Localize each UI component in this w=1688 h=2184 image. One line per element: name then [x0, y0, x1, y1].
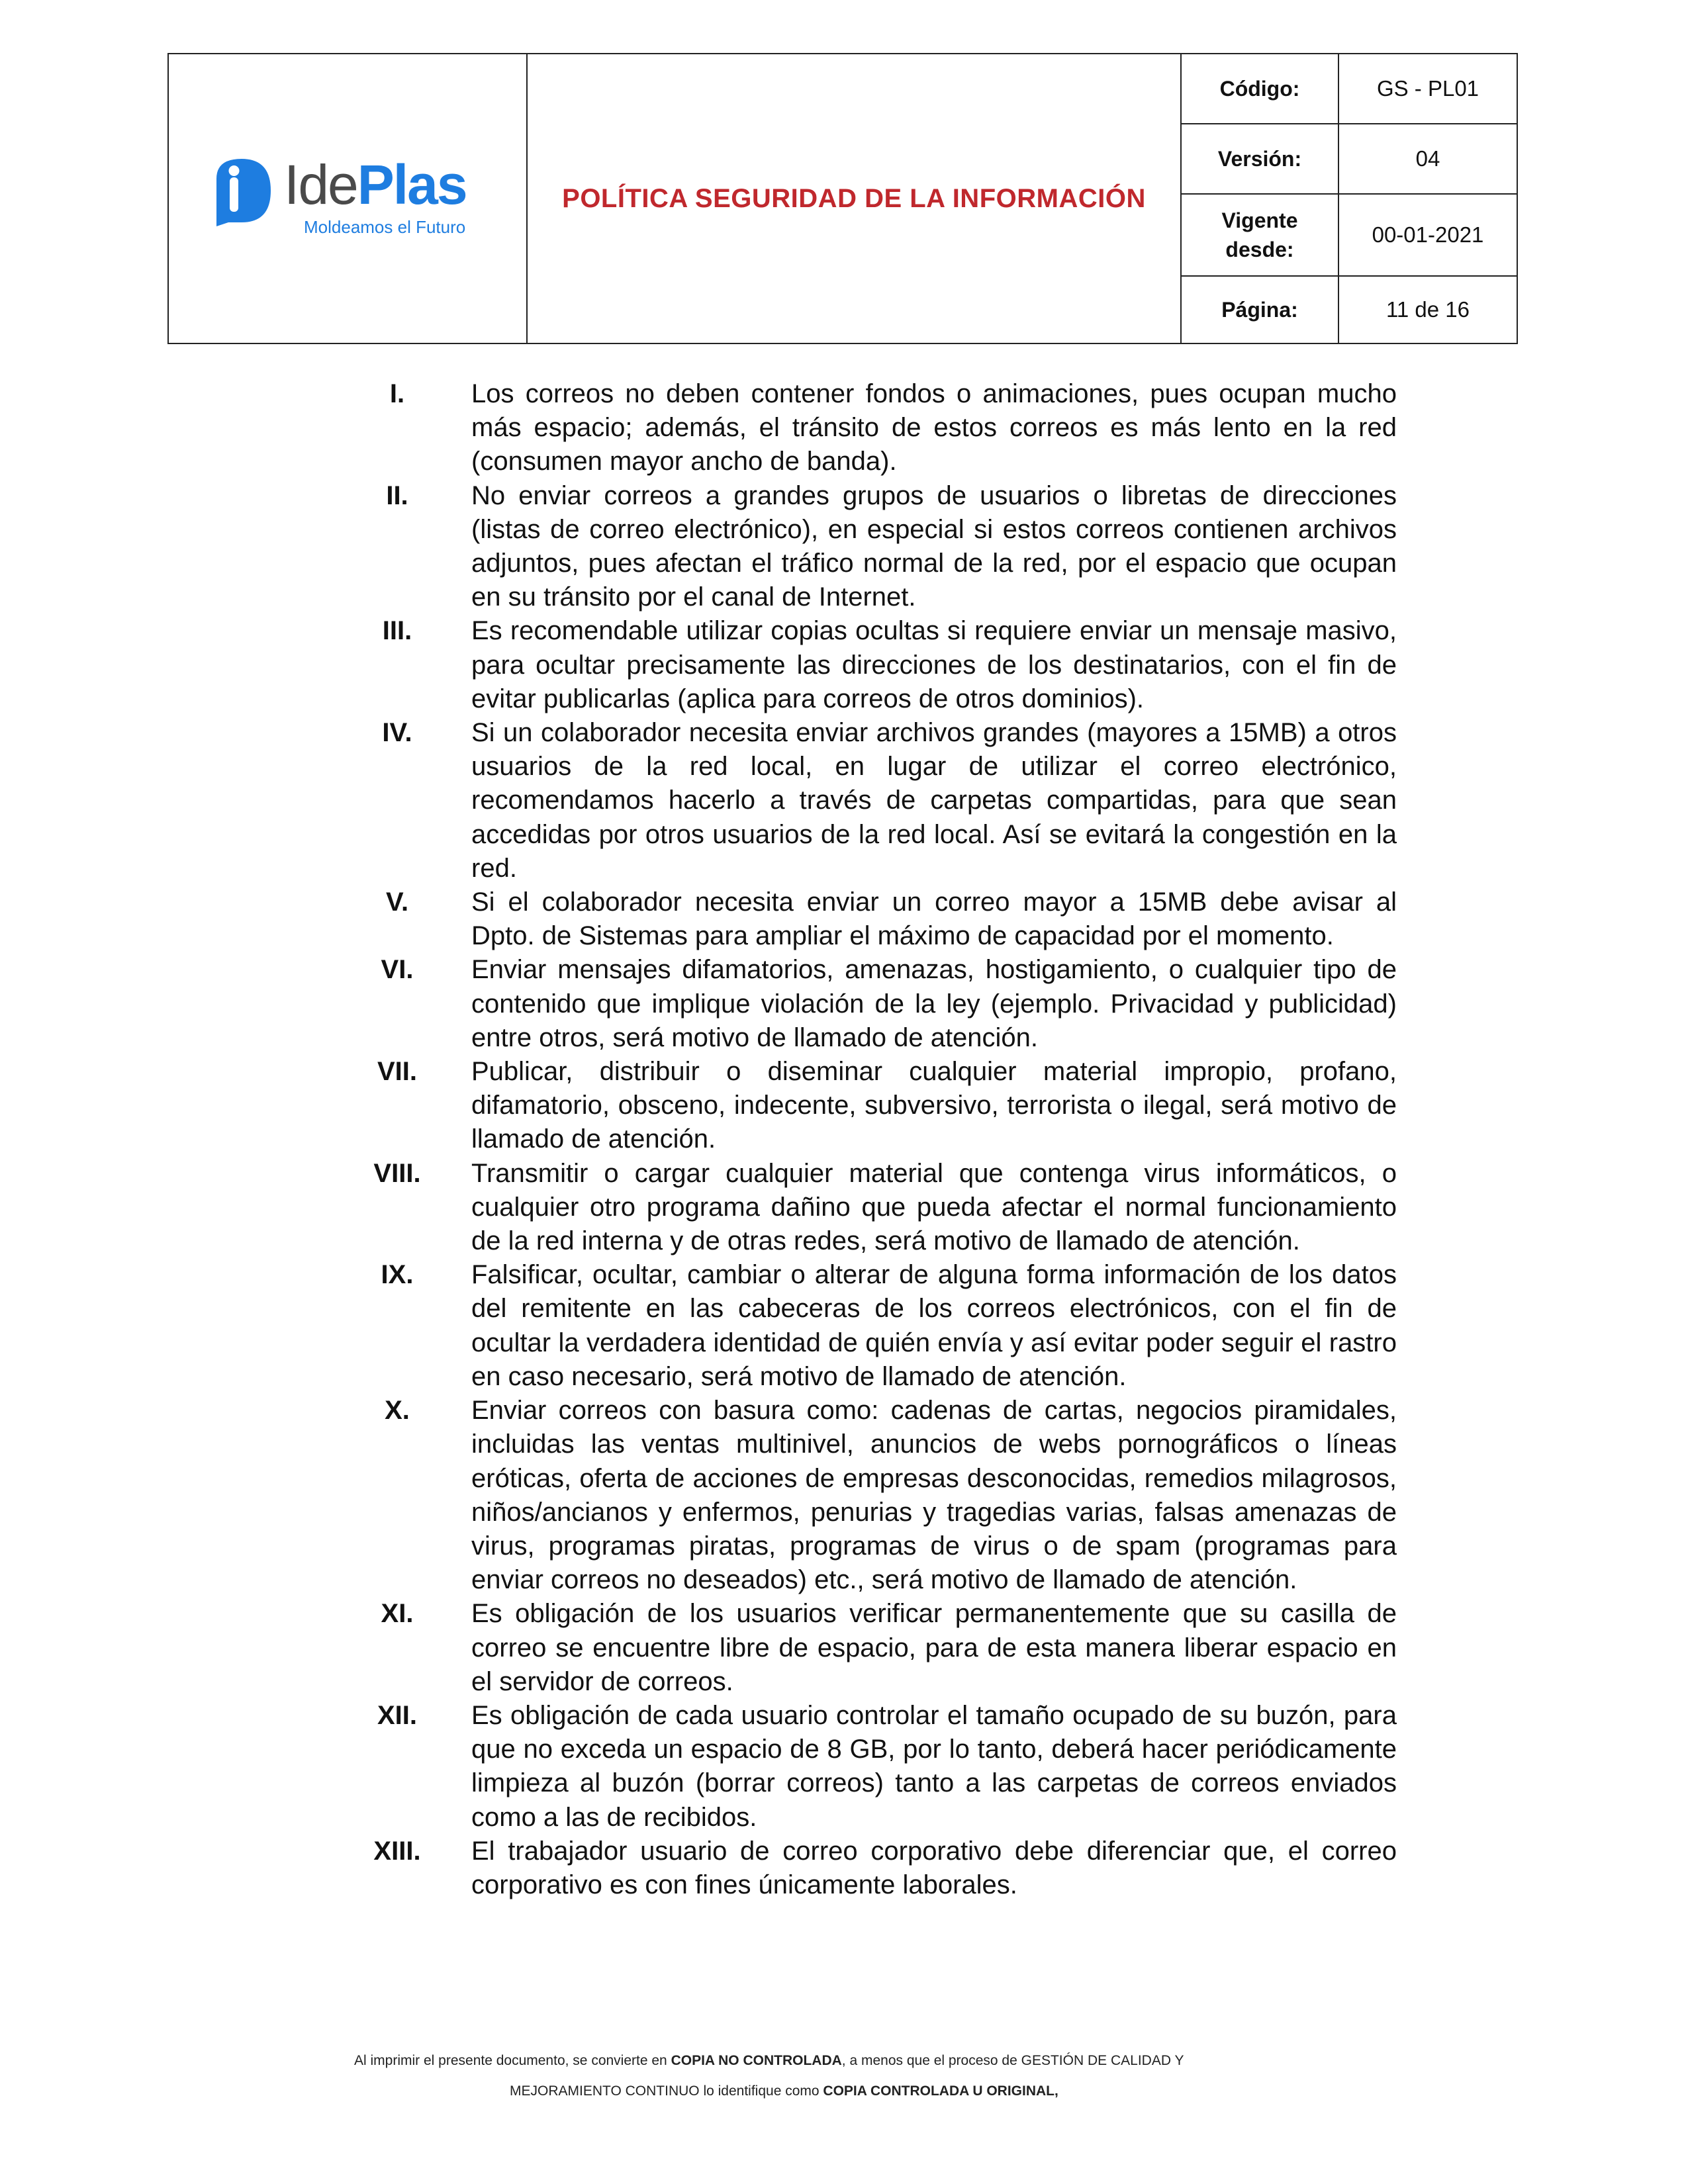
item-text: Los correos no deben contener fondos o animaciones, pues ocupan mucho más espacio; además, el tránsito de estos correos es más lento en la red (consumen mayor ancho de banda).	[471, 379, 1397, 477]
item-number: XII.	[377, 1700, 418, 1730]
footer-line-2: MEJORAMIENTO CONTINUO lo identifique como COPIA CONTROLADA U ORIGINAL,	[510, 2083, 1058, 2099]
item-text: Enviar correos con basura como: cadenas de cartas, negocios piramidales, incluidas las ventas multinivel, anuncios de webs pornográficos o líneas eróticas, oferta de acciones de empresas desconocidas, remedios milagrosos, niños/ancianos y enfermos, penurias y tragedias varias, falsas amenazas de virus, programas piratas, programas de virus o de spam (programas para enviar correos no deseados) etc., será motivo de llamado de atención.	[471, 1396, 1397, 1595]
vigente-label: Vigente desde:	[1182, 195, 1339, 275]
item-number: II.	[386, 480, 408, 510]
document-title: POLÍTICA SEGURIDAD DE LA INFORMACIÓN	[562, 183, 1146, 213]
item-text: Es obligación de los usuarios verificar permanentemente que su casilla de correo se encuentre libre de espacio, para de esta manera liberar espacio en el servidor de correos.	[471, 1599, 1397, 1696]
logo-wordmark: IdePlas	[284, 154, 467, 216]
item-number: III.	[382, 616, 412, 646]
version-row	[1182, 124, 1517, 195]
logo-tagline: Moldeamos el Futuro	[304, 217, 466, 237]
codigo-row	[1182, 54, 1517, 124]
location-pin-icon	[202, 154, 281, 233]
item-number: V.	[385, 887, 409, 917]
item-number: X.	[385, 1396, 410, 1426]
list-item	[357, 1597, 1397, 1699]
item-number: XI.	[381, 1599, 414, 1629]
document-metadata	[1182, 54, 1517, 343]
item-text: Es obligación de cada usuario controlar el tamaño ocupado de su buzón, para que no exceda un espacio de 8 GB, por lo tanto, deberá hacer periódicamente limpieza al buzón (borrar correos) tanto a las carpetas de correos enviados como a las de recibidos.	[471, 1700, 1397, 1832]
vigente-row	[1182, 195, 1517, 277]
item-text: Enviar mensajes difamatorios, amenazas, hostigamiento, o cualquier tipo de contenido que implique violación de la ley (ejemplo. Privacidad y publicidad) entre otros, será motivo de llamado de atención.	[471, 955, 1397, 1052]
item-number: VIII.	[373, 1158, 421, 1188]
policy-list	[357, 377, 1397, 1902]
item-number: VII.	[377, 1057, 418, 1087]
item-text: Publicar, distribuir o diseminar cualquier material impropio, profano, difamatorio, obsceno, indecente, subversivo, terrorista o ilegal, será motivo de llamado de atención.	[471, 1057, 1397, 1154]
list-item	[357, 886, 1397, 953]
logo-cell	[169, 54, 528, 343]
list-item	[357, 1157, 1397, 1259]
item-text: Es recomendable utilizar copias ocultas si requiere enviar un mensaje masivo, para ocultar precisamente las direcciones de los destinatarios, con el fin de evitar publicarlas (aplica para correos de otros dominios).	[471, 616, 1397, 713]
list-item	[357, 1258, 1397, 1394]
version-value: 04	[1415, 146, 1440, 171]
list-item	[357, 953, 1397, 1055]
item-number: I.	[389, 379, 405, 408]
codigo-label: Código:	[1182, 54, 1339, 123]
item-text: Si un colaborador necesita enviar archivos grandes (mayores a 15MB) a otros usuarios de la red local, en lugar de utilizar el correo electrónico, recomendamos hacerlo a través de carpetas compartidas, para que sean accedidas por otros usuarios de la red local. Así se evitará la congestión en la red.	[471, 718, 1397, 883]
item-number: VI.	[381, 955, 414, 985]
list-item	[357, 1055, 1397, 1157]
pagina-row	[1182, 277, 1517, 343]
list-item	[357, 1394, 1397, 1597]
company-logo	[202, 154, 493, 246]
item-text: Falsificar, ocultar, cambiar o alterar de alguna forma información de los datos del remitente en las cabeceras de los correos electrónicos, con el fin de ocultar la verdadera identidad de quién envía y así evitar poder seguir el rastro en caso necesario, será motivo de llamado de atención.	[471, 1260, 1397, 1391]
list-item	[357, 1699, 1397, 1835]
list-item	[357, 716, 1397, 886]
list-item	[357, 377, 1397, 479]
item-text: Transmitir o cargar cualquier material que contenga virus informáticos, o cualquier otro programa dañino que pueda afectar el normal funcionamiento de la red interna y de otras redes, será motivo de llamado de atención.	[471, 1158, 1397, 1256]
item-text: No enviar correos a grandes grupos de usuarios o libretas de direcciones (listas de correo electrónico), en especial si estos correos contienen archivos adjuntos, pues afectan el tráfico normal de la red, por el espacio que ocupan en su tránsito por el canal de Internet.	[471, 480, 1397, 612]
version-label: Versión:	[1182, 124, 1339, 193]
item-number: IX.	[381, 1260, 414, 1290]
item-text: El trabajador usuario de correo corporativo debe diferenciar que, el correo corporativo es con fines únicamente laborales.	[471, 1836, 1397, 1899]
title-cell	[528, 54, 1182, 343]
document-header	[167, 53, 1518, 344]
vigente-value: 00-01-2021	[1372, 222, 1484, 247]
list-item	[357, 614, 1397, 716]
codigo-value: GS - PL01	[1376, 76, 1479, 101]
item-number: IV.	[382, 718, 412, 748]
pagina-value: 11 de 16	[1385, 297, 1470, 322]
item-text: Si el colaborador necesita enviar un correo mayor a 15MB debe avisar al Dpto. de Sistemas para ampliar el máximo de capacidad por el momento.	[471, 887, 1397, 951]
list-item	[357, 1835, 1397, 1902]
list-item	[357, 479, 1397, 615]
footer-line-1: Al imprimir el presente documento, se convierte en COPIA NO CONTROLADA, a menos que el proceso de GESTIÓN DE CALIDAD Y	[354, 2053, 1184, 2068]
pagina-label: Página:	[1182, 277, 1339, 343]
item-number: XIII.	[373, 1836, 421, 1866]
